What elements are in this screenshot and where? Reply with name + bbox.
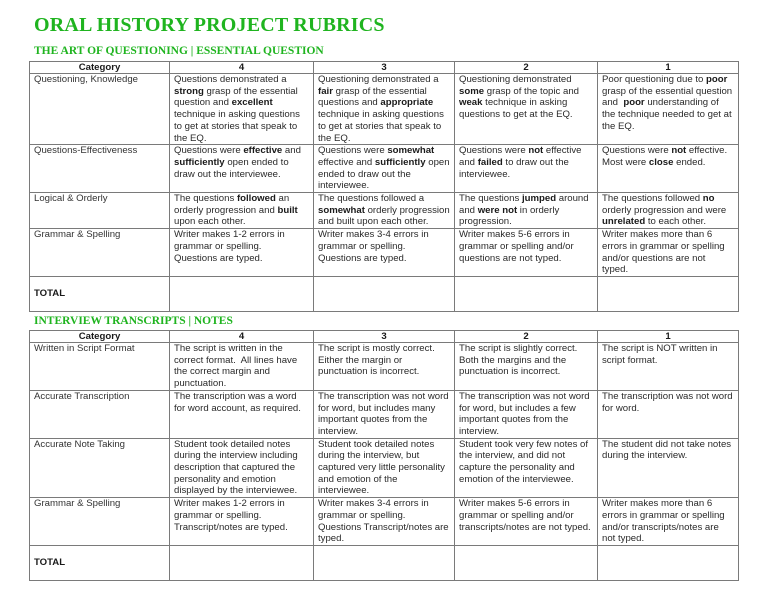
total-row	[30, 545, 739, 580]
criteria-cell-score-4: The questions followed an orderly progression and built upon each other.	[170, 193, 314, 229]
criteria-cell-score-3: The transcription was not word for word, but includes many important quotes from the interview.	[314, 390, 455, 438]
total-score-cell-4[interactable]	[170, 276, 314, 311]
total-row	[30, 276, 739, 311]
table-row	[30, 145, 739, 193]
criteria-cell-score-3: The questions followed a somewhat orderly progression and built upon each other.	[314, 193, 455, 229]
criteria-cell-score-1: The student did not take notes during the interview.	[598, 438, 739, 498]
total-score-cell-1[interactable]	[598, 276, 739, 311]
criteria-cell-score-4: Student took detailed notes during the interview including description that captured the personality and emotion displayed by the interviewee.	[170, 438, 314, 498]
total-score-cell-1[interactable]	[598, 545, 739, 580]
criteria-cell-score-2: Writer makes 5-6 errors in grammar or spelling and/or questions are not typed.	[455, 229, 598, 277]
criteria-cell-score-1: The questions followed no orderly progression and were unrelated to each other.	[598, 193, 739, 229]
category-cell: Accurate Transcription	[30, 390, 170, 438]
total-score-cell-4[interactable]	[170, 545, 314, 580]
category-cell: Grammar & Spelling	[30, 498, 170, 546]
criteria-cell-score-1: The script is NOT written in script format.	[598, 343, 739, 391]
header-score-3: 3	[314, 62, 455, 74]
criteria-cell-score-3: Questions were somewhat effective and sufficiently open ended to draw out the interviewee.	[314, 145, 455, 193]
table-row	[30, 438, 739, 498]
table-row	[30, 74, 739, 145]
header-score-4: 4	[170, 331, 314, 343]
header-category: Category	[30, 62, 170, 74]
total-score-cell-3[interactable]	[314, 545, 455, 580]
criteria-cell-score-1: Writer makes more than 6 errors in grammar or spelling and/or questions are not typed.	[598, 229, 739, 277]
rubric-table-questioning	[29, 61, 739, 312]
section-title-questioning: THE ART OF QUESTIONING | ESSENTIAL QUESTION	[34, 45, 324, 57]
category-cell: Questions-Effectiveness	[30, 145, 170, 193]
header-score-1: 1	[598, 331, 739, 343]
total-score-cell-3[interactable]	[314, 276, 455, 311]
criteria-cell-score-2: The script is slightly correct. Both the margins and the punctuation is incorrect.	[455, 343, 598, 391]
header-score-3: 3	[314, 331, 455, 343]
criteria-cell-score-4: The transcription was a word for word account, as required.	[170, 390, 314, 438]
criteria-cell-score-4: Questions were effective and sufficiently open ended to draw out the interviewee.	[170, 145, 314, 193]
category-cell: Grammar & Spelling	[30, 229, 170, 277]
table-row	[30, 498, 739, 546]
section-title-transcripts: INTERVIEW TRANSCRIPTS | NOTES	[34, 315, 233, 327]
criteria-cell-score-2: Writer makes 5-6 errors in grammar or spelling and/or transcripts/notes are not typed.	[455, 498, 598, 546]
document-title: ORAL HISTORY PROJECT RUBRICS	[34, 14, 385, 36]
criteria-cell-score-3: Writer makes 3-4 errors in grammar or spelling. Questions Transcript/notes are typed.	[314, 498, 455, 546]
criteria-cell-score-2: Questioning demonstrated some grasp of the topic and weak technique in asking questions to get at the EQ.	[455, 74, 598, 145]
criteria-cell-score-2: Student took very few notes of the interview, and did not capture the personality and emotion of the interviewee.	[455, 438, 598, 498]
criteria-cell-score-1: The transcription was not word for word.	[598, 390, 739, 438]
criteria-cell-score-3: Questioning demonstrated a fair grasp of the essential questions and appropriate technique in asking questions to get at stories that speak to the EQ.	[314, 74, 455, 145]
header-row	[30, 62, 739, 74]
category-cell: Questioning, Knowledge	[30, 74, 170, 145]
category-cell: Accurate Note Taking	[30, 438, 170, 498]
criteria-cell-score-4: Writer makes 1-2 errors in grammar or spelling. Transcript/notes are typed.	[170, 498, 314, 546]
header-score-1: 1	[598, 62, 739, 74]
criteria-cell-score-4: Questions demonstrated a strong grasp of the essential question and excellent technique in asking questions to get at stories that speak to the EQ.	[170, 74, 314, 145]
table-row	[30, 390, 739, 438]
total-label: TOTAL	[30, 276, 170, 311]
category-cell: Logical & Orderly	[30, 193, 170, 229]
table-row	[30, 193, 739, 229]
criteria-cell-score-2: The questions jumped around and were not in orderly progression.	[455, 193, 598, 229]
criteria-cell-score-4: The script is written in the correct format. All lines have the correct margin and punctuation.	[170, 343, 314, 391]
total-label: TOTAL	[30, 545, 170, 580]
table-row	[30, 343, 739, 391]
header-row	[30, 331, 739, 343]
criteria-cell-score-1: Writer makes more than 6 errors in grammar or spelling and/or transcripts/notes are not typed.	[598, 498, 739, 546]
criteria-cell-score-3: Student took detailed notes during the interview, but captured very little personality and emotion of the interviewee.	[314, 438, 455, 498]
criteria-cell-score-1: Poor questioning due to poor grasp of the essential question and poor understanding of the technique needed to get at the EQ.	[598, 74, 739, 145]
header-score-4: 4	[170, 62, 314, 74]
criteria-cell-score-4: Writer makes 1-2 errors in grammar or spelling. Questions are typed.	[170, 229, 314, 277]
header-score-2: 2	[455, 62, 598, 74]
total-score-cell-2[interactable]	[455, 276, 598, 311]
criteria-cell-score-2: Questions were not effective and failed to draw out the interviewee.	[455, 145, 598, 193]
rubric-table-transcripts	[29, 330, 739, 581]
criteria-cell-score-1: Questions were not effective. Most were close ended.	[598, 145, 739, 193]
criteria-cell-score-2: The transcription was not word for word, but includes a few important quotes from the interview.	[455, 390, 598, 438]
table-row	[30, 229, 739, 277]
header-category: Category	[30, 331, 170, 343]
criteria-cell-score-3: The script is mostly correct. Either the margin or punctuation is incorrect.	[314, 343, 455, 391]
total-score-cell-2[interactable]	[455, 545, 598, 580]
criteria-cell-score-3: Writer makes 3-4 errors in grammar or spelling. Questions are typed.	[314, 229, 455, 277]
category-cell: Written in Script Format	[30, 343, 170, 391]
header-score-2: 2	[455, 331, 598, 343]
